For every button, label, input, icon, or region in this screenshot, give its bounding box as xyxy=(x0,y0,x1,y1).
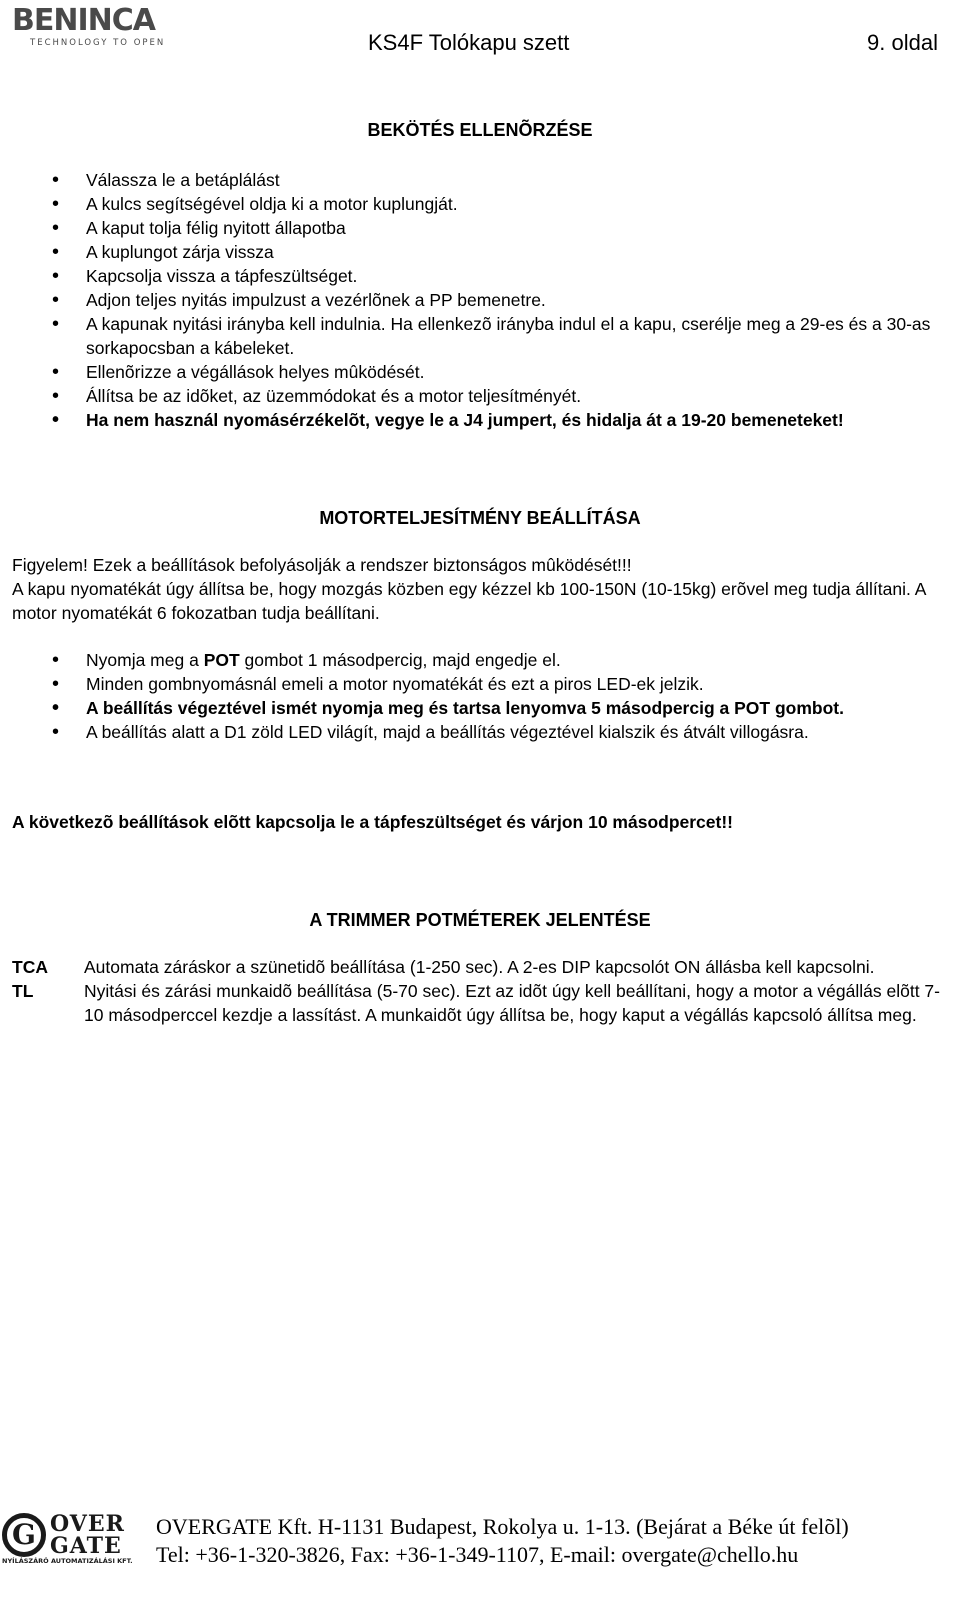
list-item: • Adjon teljes nyitás impulzust a vezérlõnek a PP bemenetre. xyxy=(12,288,942,312)
trimmer-definitions xyxy=(12,955,942,1027)
list-item: • A kuplungot zárja vissza xyxy=(12,240,942,264)
page-number: 9. oldal xyxy=(867,30,938,55)
warning-paragraph: Figyelem! Ezek a beállítások befolyásolják a rendszer biztonságos mûködését!!! xyxy=(12,555,632,575)
list-item: • A beállítás alatt a D1 zöld LED világít, majd a beállítás végeztével kialszik és átvált villogásra. xyxy=(12,720,942,744)
beninca-logo xyxy=(12,3,172,50)
section-heading-motor-power: MOTORTELJESÍTMÉNY BEÁLLÍTÁSA xyxy=(319,508,641,528)
logo-subtitle: NYÍLÁSZÁRÓ AUTOMATIZÁLÁSI KFT. xyxy=(2,1557,133,1565)
connection-check-list xyxy=(12,168,942,432)
list-item: • Válassza le a betáplálást xyxy=(12,168,942,192)
footer-address: OVERGATE Kft. H-1131 Budapest, Rokolya u. 1-13. (Bejárat a Béke út felõl) xyxy=(156,1514,849,1539)
definition-term: TCA xyxy=(12,957,48,977)
footer-contact xyxy=(156,1513,849,1569)
logo-tagline: TECHNOLOGY TO OPEN xyxy=(30,38,166,48)
definition-term: TL xyxy=(12,981,34,1001)
list-item: • Kapcsolja vissza a tápfeszültséget. xyxy=(12,264,942,288)
definition-description: Automata záráskor a szünetidõ beállítása (1-250 sec). A 2-es DIP kapcsolót ON állásba kell kapcsolni. xyxy=(84,957,875,977)
document-title: KS4F Tolókapu szett xyxy=(368,30,570,55)
definition-description: Nyitási és zárási munkaidõ beállítása (5-70 sec). Ezt az idõt úgy kell beállítani, hogy a motor a végállás elõtt 7-10 másodperccel kezdje a lassítást. A munkaidõt úgy állítsa be, hogy kaput a végállás kapcsoló állítsa meg. xyxy=(84,981,940,1025)
section-heading-connection-check: BEKÖTÉS ELLENÕRZÉSE xyxy=(367,120,593,140)
torque-paragraph: A kapu nyomatékát úgy állítsa be, hogy mozgás közben egy kézzel kb 100-150N (10-15kg) erõvel meg tudja állítani. A motor nyomatékát 6 fokozatban tudja beállítani. xyxy=(12,579,926,623)
logo-g-emblem: G xyxy=(2,1513,46,1557)
overgate-logo xyxy=(2,1513,132,1571)
list-item: • Állítsa be az idõket, az üzemmódokat és a motor teljesítményét. xyxy=(12,384,942,408)
list-item: • A kaput tolja félig nyitott állapotba xyxy=(12,216,942,240)
definition-row xyxy=(12,955,942,979)
list-item: • A kulcs segítségével oldja ki a motor kuplungját. xyxy=(12,192,942,216)
section-heading-trimmer: A TRIMMER POTMÉTEREK JELENTÉSE xyxy=(309,910,651,930)
list-item: • Ha nem használ nyomásérzékelõt, vegye le a J4 jumpert, és hidalja át a 19-20 bemeneteket! xyxy=(12,408,942,432)
list-item: • A kapunak nyitási irányba kell indulnia. Ha ellenkezõ irányba indul el a kapu, cserélje meg a 29-es és a 30-as sorkapocsban a kábeleket. xyxy=(12,312,942,360)
list-item: • A beállítás végeztével ismét nyomja meg és tartsa lenyomva 5 másodpercig a POT gombot. xyxy=(12,696,942,720)
power-off-warning: A következõ beállítások elõtt kapcsolja le a tápfeszültséget és várjon 10 másodpercet!! xyxy=(12,812,734,832)
logo-wordmark: BENINCA xyxy=(12,3,155,38)
list-item: • Minden gombnyomásnál emeli a motor nyomatékát és ezt a piros LED-ek jelzik. xyxy=(12,672,942,696)
motor-power-list xyxy=(12,648,942,744)
definition-row xyxy=(12,979,942,1027)
list-item: • Ellenõrizze a végállások helyes mûködését. xyxy=(12,360,942,384)
footer-phone-email: Tel: +36-1-320-3826, Fax: +36-1-349-1107, E-mail: overgate@chello.hu xyxy=(156,1542,799,1567)
logo-name: OVER GATE xyxy=(50,1511,125,1559)
list-item: • Nyomja meg a POT gombot 1 másodpercig, majd engedje el. xyxy=(12,648,942,672)
